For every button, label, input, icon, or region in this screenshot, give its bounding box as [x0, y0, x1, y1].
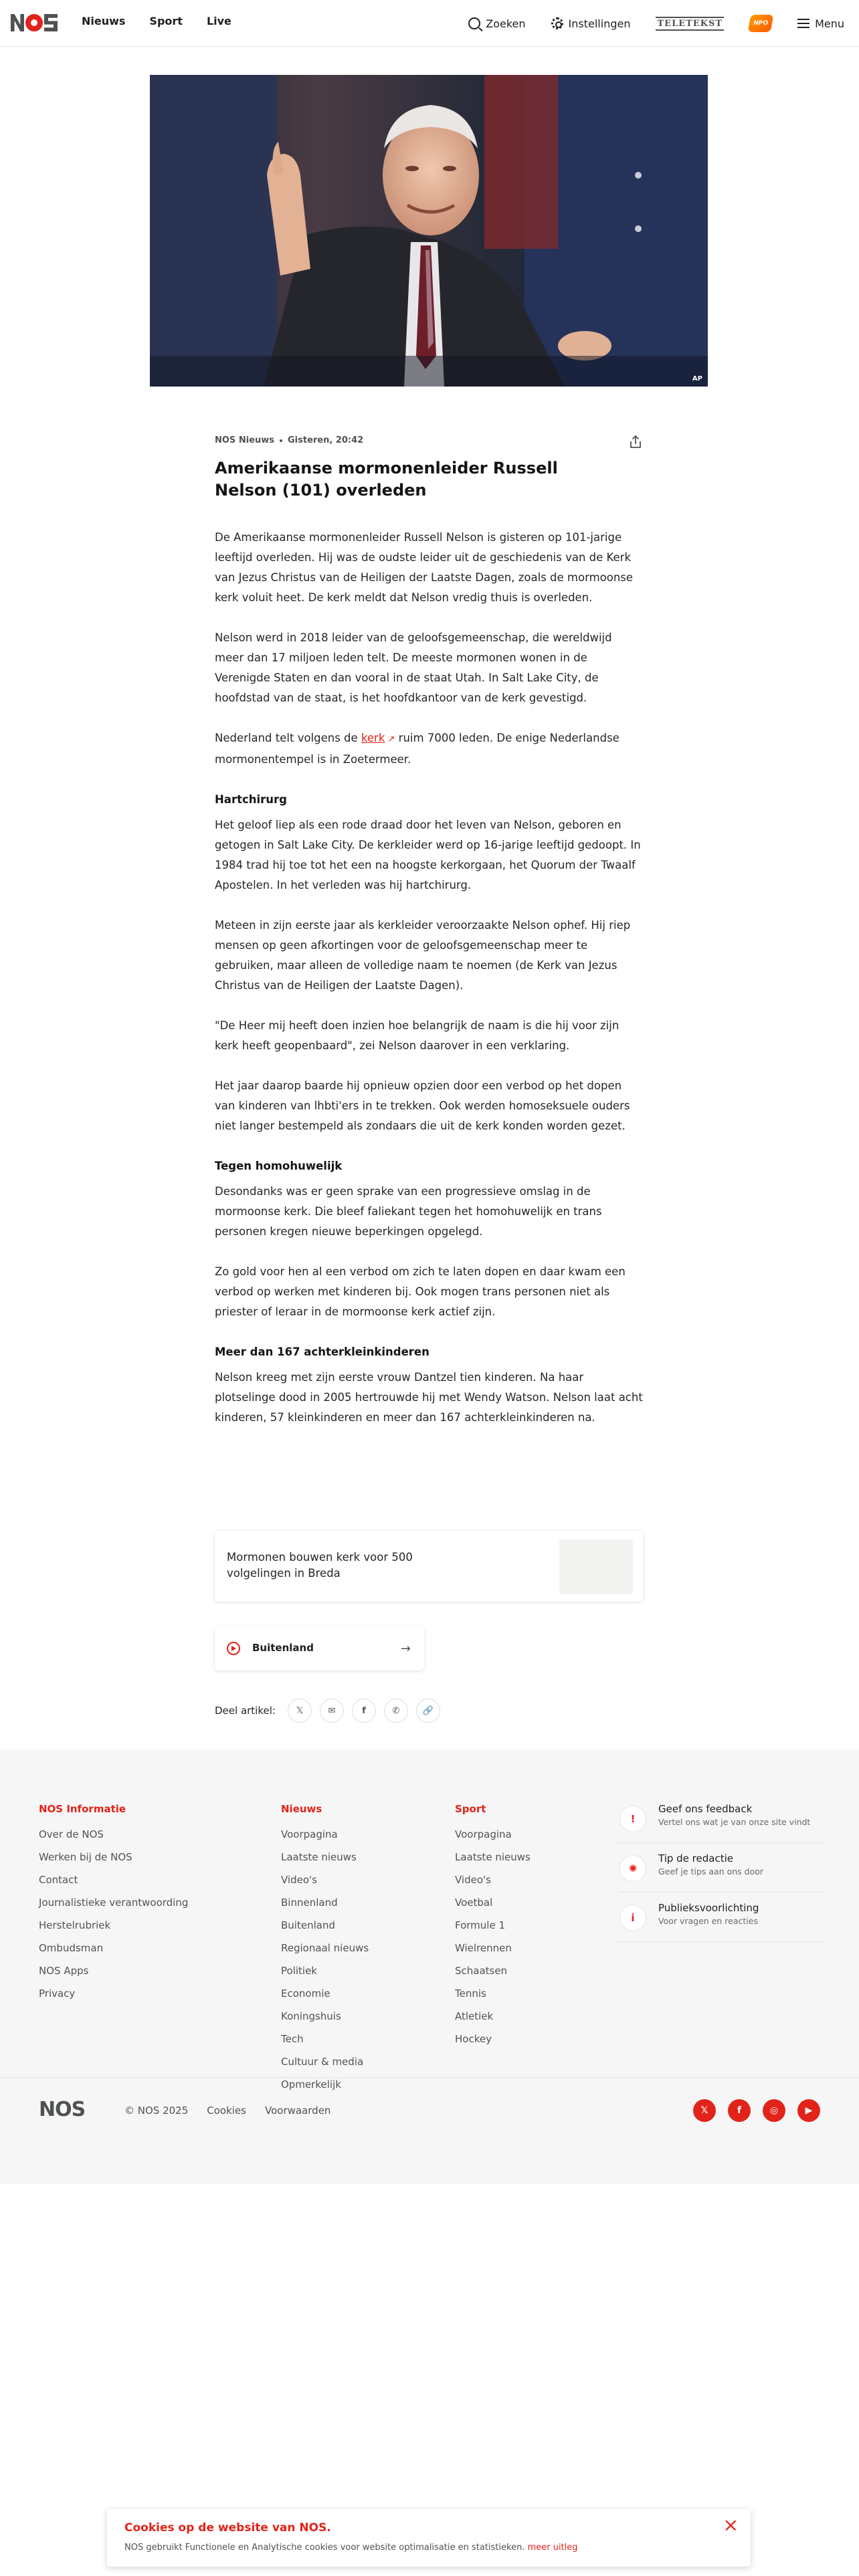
external-link-icon: ↗	[385, 734, 395, 744]
play-circle-icon	[227, 1642, 240, 1655]
lightbulb-icon: ✺	[619, 1855, 646, 1882]
instagram-icon[interactable]: ◎	[763, 2099, 785, 2122]
search-label: Zoeken	[486, 17, 526, 30]
copyright: © NOS 2025	[124, 2105, 189, 2117]
footer-link[interactable]: Video's	[455, 1874, 491, 1886]
section-heading: Tegen homohuwelijk	[215, 1160, 343, 1172]
nav-nieuws[interactable]: Nieuws	[82, 15, 126, 27]
link-icon: 🔗	[422, 1705, 434, 1716]
search-button[interactable]	[468, 17, 525, 30]
share-email-button[interactable]	[320, 1699, 344, 1723]
feedback-link[interactable]	[618, 1799, 824, 1843]
npo-logo[interactable]: NPO	[748, 15, 774, 32]
x-icon: 𝕏	[296, 1705, 304, 1716]
paragraph: Nederland telt volgens de kerk ↗ ruim 7000 leden. De enige Nederlandse mormonentempel is in Zoetermeer.	[215, 732, 619, 766]
tip-subtitle: Geef je tips aan ons door	[658, 1866, 764, 1876]
site-header	[0, 0, 859, 47]
utility-nav	[468, 12, 844, 35]
publieksvoorlichting-link[interactable]	[618, 1898, 824, 1942]
hamburger-icon	[797, 19, 809, 28]
menu-label: Menu	[815, 17, 844, 30]
meta-separator	[280, 439, 282, 442]
footer-legal	[124, 2105, 330, 2117]
photo-credit: AP	[692, 375, 702, 383]
whatsapp-icon: ✆	[392, 1705, 400, 1716]
footer-link[interactable]: Economie	[281, 1988, 330, 2000]
footer-link[interactable]: NOS Apps	[39, 1965, 89, 1977]
article-source: NOS Nieuws	[215, 435, 274, 445]
share-button[interactable]	[628, 434, 644, 450]
tip-redactie-link[interactable]	[618, 1848, 824, 1893]
info-icon: i	[619, 1905, 646, 1931]
footer-link[interactable]: Buitenland	[281, 1919, 335, 1931]
footer-heading: NOS Informatie	[39, 1803, 126, 1815]
footer-link[interactable]: Politiek	[281, 1965, 317, 1977]
footer-link[interactable]: Werken bij de NOS	[39, 1851, 132, 1863]
related-article-title: Mormonen bouwen kerk voor 500 volgelingen in Breda	[227, 1551, 413, 1580]
x-icon[interactable]: 𝕏	[693, 2099, 716, 2122]
share-row	[215, 1699, 440, 1723]
cookie-text: NOS gebruikt Functionele en Analytische cookies voor website optimalisatie en statistieken. meer uitleg	[124, 2543, 578, 2553]
close-icon[interactable]: ×	[723, 2514, 739, 2536]
footer-link[interactable]: Binnenland	[281, 1897, 338, 1909]
footer-col-info	[39, 1803, 188, 2005]
footer-heading: Nieuws	[281, 1803, 322, 1815]
footer-link[interactable]: Herstelrubriek	[39, 1919, 111, 1931]
share-x-button[interactable]	[288, 1699, 312, 1723]
gear-icon	[551, 17, 563, 29]
copy-link-button[interactable]	[416, 1699, 440, 1723]
nav-live[interactable]: Live	[206, 15, 231, 27]
paragraph: "De Heer mij heeft doen inzien hoe belangrijk de naam is die hij voor zijn kerk heeft geopenbaard", zei Nelson daarover in een verklaring.	[215, 1019, 619, 1052]
speech-bubble-icon: !	[619, 1806, 646, 1832]
share-whatsapp-button[interactable]	[384, 1699, 408, 1723]
hero-image	[150, 75, 708, 387]
section-heading: Meer dan 167 achterkleinkinderen	[215, 1346, 430, 1358]
footer-link[interactable]: Tennis	[455, 1988, 486, 2000]
footer-link[interactable]: Regionaal nieuws	[281, 1942, 369, 1954]
footer-link[interactable]: Wielrennen	[455, 1942, 512, 1954]
share-icon	[628, 434, 644, 450]
footer-link[interactable]: Koningshuis	[281, 2010, 341, 2022]
publieksvoorlichting-title: Publieksvoorlichting	[658, 1902, 759, 1914]
share-facebook-button[interactable]	[352, 1699, 376, 1723]
paragraph: De Amerikaanse mormonenleider Russell Nelson is gisteren op 101-jarige leeftijd overleden. Hij was de oudste leider uit de geschiedenis van de Kerk van Jezus Christus van de Heiligen der Laatste Dagen, zoals de mormoonse kerk voluit heet. De kerk meldt dat Nelson vredig thuis is overleden.	[215, 531, 634, 604]
footer-link[interactable]: Video's	[281, 1874, 317, 1886]
tag-label: Buitenland	[252, 1642, 314, 1654]
menu-button[interactable]	[797, 17, 844, 30]
footer-col-sport	[455, 1803, 531, 2050]
related-article-thumbnail	[559, 1539, 633, 1594]
footer-link[interactable]: Formule 1	[455, 1919, 505, 1931]
footer-link[interactable]: Opmerkelijk	[281, 2078, 341, 2090]
cookie-banner	[107, 2509, 751, 2567]
cookie-title: Cookies op de website van NOS.	[124, 2521, 331, 2535]
section-heading: Hartchirurg	[215, 793, 287, 806]
footer-link[interactable]: Voorpagina	[281, 1828, 338, 1840]
cookie-more-link[interactable]: meer uitleg	[527, 2543, 578, 2553]
terms-link[interactable]: Voorwaarden	[265, 2105, 331, 2117]
footer-heading: Sport	[455, 1803, 486, 1815]
hero-photo	[150, 75, 708, 387]
facebook-icon[interactable]: f	[728, 2099, 751, 2122]
footer-link[interactable]: Contact	[39, 1874, 78, 1886]
footer-link[interactable]: Schaatsen	[455, 1965, 508, 1977]
paragraph: Meteen in zijn eerste jaar als kerkleider veroorzaakte Nelson ophef. Hij riep mensen op geen afkortingen voor de geloofsgemeenschap meer te gebruiken, maar alleen de volledige naam te noemen (de Kerk van Jezus Christus van de Heiligen der Laatste Dagen).	[215, 919, 631, 992]
footer-link[interactable]: Laatste nieuws	[455, 1851, 531, 1863]
related-article-card[interactable]	[215, 1531, 643, 1602]
mail-icon: ✉	[328, 1705, 336, 1716]
footer-link[interactable]: Ombudsman	[39, 1942, 104, 1954]
footer-link[interactable]: Privacy	[39, 1988, 76, 2000]
article-meta	[215, 435, 363, 445]
paragraph: Het geloof liep als een rode draad door het leven van Nelson, geboren en getogen in Salt Lake City. De kerkleider werd op 16-jarige leeftijd gedoopt. In 1984 trad hij toe tot het een na hoogste kerkorgaan, het Quorum der Twaalf Apostelen. In het verleden was hij hartchirurg.	[215, 819, 641, 891]
footer-logo[interactable]: NOS	[39, 2098, 86, 2121]
settings-label: Instellingen	[568, 17, 631, 30]
footer-bottom	[0, 2077, 859, 2131]
footer-link[interactable]: Voetbal	[455, 1897, 493, 1909]
tag-buitenland[interactable]	[215, 1626, 424, 1671]
arrow-right-icon: →	[400, 1642, 411, 1656]
footer-col-nieuws	[281, 1803, 369, 2096]
social-links	[693, 2099, 820, 2122]
footer-link[interactable]: Cultuur & media	[281, 2056, 364, 2068]
article-title: Amerikaanse mormonenleider Russell Nelson (101) overleden	[215, 459, 558, 500]
publieksvoorlichting-subtitle: Voor vragen en reacties	[658, 1916, 758, 1926]
youtube-icon[interactable]: ▶	[797, 2099, 820, 2122]
search-icon	[468, 17, 480, 29]
site-footer	[0, 1749, 859, 2184]
footer-link[interactable]: Journalistieke verantwoording	[39, 1897, 189, 1909]
article-body	[215, 528, 643, 1448]
article-time: Gisteren, 20:42	[287, 435, 364, 445]
cookies-link[interactable]: Cookies	[207, 2105, 246, 2117]
nav-sport[interactable]: Sport	[149, 15, 183, 27]
share-label: Deel artikel:	[215, 1705, 276, 1717]
paragraph: Nelson kreeg met zijn eerste vrouw Dantzel tien kinderen. Na haar plotselinge dood in 2005 hertrouwde hij met Wendy Watson. Nelson laat acht kinderen, 57 kleinkinderen en meer dan 167 achterkleinkinderen na.	[215, 1371, 643, 1424]
settings-button[interactable]	[551, 17, 631, 30]
feedback-title: Geef ons feedback	[658, 1803, 753, 1815]
footer-link[interactable]: Tech	[281, 2033, 304, 2045]
paragraph: Zo gold voor hen al een verbod om zich te laten dopen en daar kwam een verbod op werken met kinderen bij. Ook mogen trans personen niet als priester of leraar in de mormoonse kerk actief zijn.	[215, 1265, 626, 1318]
footer-link[interactable]: Atletiek	[455, 2010, 494, 2022]
tip-title: Tip de redactie	[658, 1852, 733, 1864]
footer-link[interactable]: Voorpagina	[455, 1828, 512, 1840]
main-nav	[82, 15, 231, 27]
nos-logo[interactable]	[11, 12, 58, 33]
feedback-subtitle: Vertel ons wat je van onze site vindt	[658, 1817, 811, 1827]
teletekst-logo[interactable]: TELETEKST	[656, 17, 724, 31]
paragraph: Desondanks was er geen sprake van een progressieve omslag in de mormoonse kerk. Die bleef faliekant tegen het homohuwelijk en trans personen kregen nieuwe beperkingen opgelegd.	[215, 1185, 602, 1238]
footer-link[interactable]: Over de NOS	[39, 1828, 104, 1840]
paragraph: Het jaar daarop baarde hij opnieuw opzien door een verbod op het dopen van kinderen van lhbti'ers in te trekken. Ook werden homoseksuele ouders niet langer bestempeld als zondaars die uit de kerk konden worden gezet.	[215, 1079, 630, 1132]
facebook-icon: f	[362, 1705, 366, 1716]
footer-link[interactable]: Hockey	[455, 2033, 492, 2045]
footer-link[interactable]: Laatste nieuws	[281, 1851, 357, 1863]
paragraph: Nelson werd in 2018 leider van de geloofsgemeenschap, die wereldwijd meer dan 17 miljoen leden telt. De meeste mormonen wonen in de Verenigde Staten en dan vooral in de staat Utah. In Salt Lake City, de hoofdstad van de staat, is het hoofdkantoor van de kerk gevestigd.	[215, 631, 612, 704]
kerk-link[interactable]: kerk	[361, 732, 385, 744]
